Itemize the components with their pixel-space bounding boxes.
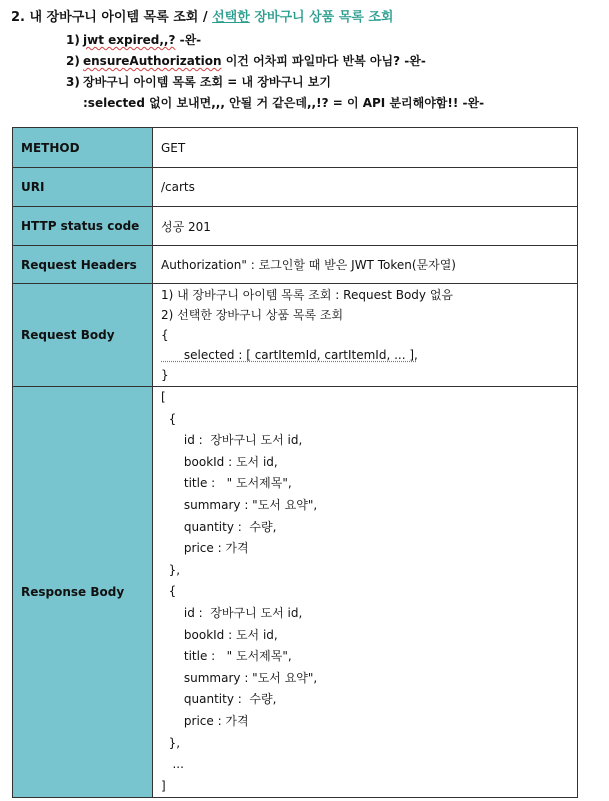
code-line: quantity : 수량, — [161, 519, 277, 534]
code-line: id : 장바구니 도서 id, — [161, 605, 303, 620]
code-line: title : " 도서제목", — [161, 476, 292, 491]
note-item — [66, 93, 484, 114]
method-label: METHOD — [13, 128, 153, 168]
code-line: }, — [161, 562, 181, 577]
code-line: 2) 선택한 장바구니 상품 목록 조회 — [161, 308, 344, 322]
code-line: ] — [161, 778, 166, 793]
request-body-row — [13, 284, 578, 387]
code-line: [ — [161, 390, 166, 404]
headers-row — [13, 246, 578, 284]
note-text: ensureAuthorization — [83, 54, 222, 68]
code-line: bookId : 도서 id, — [161, 627, 278, 642]
headers-label: Request Headers — [13, 246, 153, 284]
method-row — [13, 128, 578, 168]
status-row — [13, 207, 578, 246]
code-line: ... — [161, 757, 184, 772]
code-line: summary : "도서 요약", — [161, 497, 318, 512]
note-text: :selected 없이 보내면,,, 안될 거 같은데,,!? = 이 API 분리해야함!! -완- — [83, 96, 485, 110]
heading-prefix: 2. 내 장바구니 아이템 목록 조회 / — [11, 10, 213, 25]
note-item — [66, 51, 484, 72]
note-text: 장바구니 아이템 목록 조회 = 내 장바구니 보기 — [83, 75, 331, 89]
status-value: 성공 201 — [153, 207, 578, 246]
code-line: { — [161, 584, 177, 599]
note-number: 2) — [66, 54, 80, 68]
api-spec-table — [12, 127, 578, 798]
code-line: id : 장바구니 도서 id, — [161, 433, 303, 448]
code-line: quantity : 수량, — [161, 692, 277, 707]
note-suffix: 이건 어차피 파일마다 반복 아님? -완- — [221, 54, 426, 68]
uri-label: URI — [13, 168, 153, 207]
code-line: 1) 내 장바구니 아이템 목록 조회 : Request Body 없음 — [161, 288, 454, 302]
code-line: }, — [161, 735, 181, 750]
request-body-value — [153, 284, 578, 387]
code-line: price : 가격 — [161, 541, 249, 556]
heading-selected-word: 선택한 — [212, 10, 250, 25]
status-label: HTTP status code — [13, 207, 153, 246]
request-body-label: Request Body — [13, 284, 153, 387]
code-line: bookId : 도서 id, — [161, 454, 278, 469]
uri-value: /carts — [153, 168, 578, 207]
heading-rest: 장바구니 상품 목록 조회 — [249, 10, 394, 25]
code-line: title : " 도서제목", — [161, 649, 292, 664]
note-item — [66, 30, 484, 51]
note-suffix: -완- — [175, 33, 202, 47]
code-line: { — [161, 411, 177, 426]
method-value: GET — [153, 128, 578, 168]
headers-value: Authorization" : 로그인할 때 받은 JWT Token(문자열) — [153, 246, 578, 284]
response-body-label: Response Body — [13, 387, 153, 798]
notes-list — [66, 30, 484, 114]
code-line: { — [161, 328, 169, 342]
section-heading — [11, 6, 393, 25]
response-body-value — [153, 387, 578, 798]
note-item — [66, 72, 484, 93]
response-body-row — [13, 387, 578, 798]
code-line: } — [161, 368, 169, 382]
note-text: jwt expired,,? — [83, 33, 176, 47]
note-number: 3) — [66, 75, 80, 89]
note-number: 1) — [66, 33, 80, 47]
code-line: selected : [ cartItemId, cartItemId, ... ], — [161, 348, 418, 362]
code-line: price : 가격 — [161, 713, 249, 728]
uri-row — [13, 168, 578, 207]
code-line: summary : "도서 요약", — [161, 670, 318, 685]
